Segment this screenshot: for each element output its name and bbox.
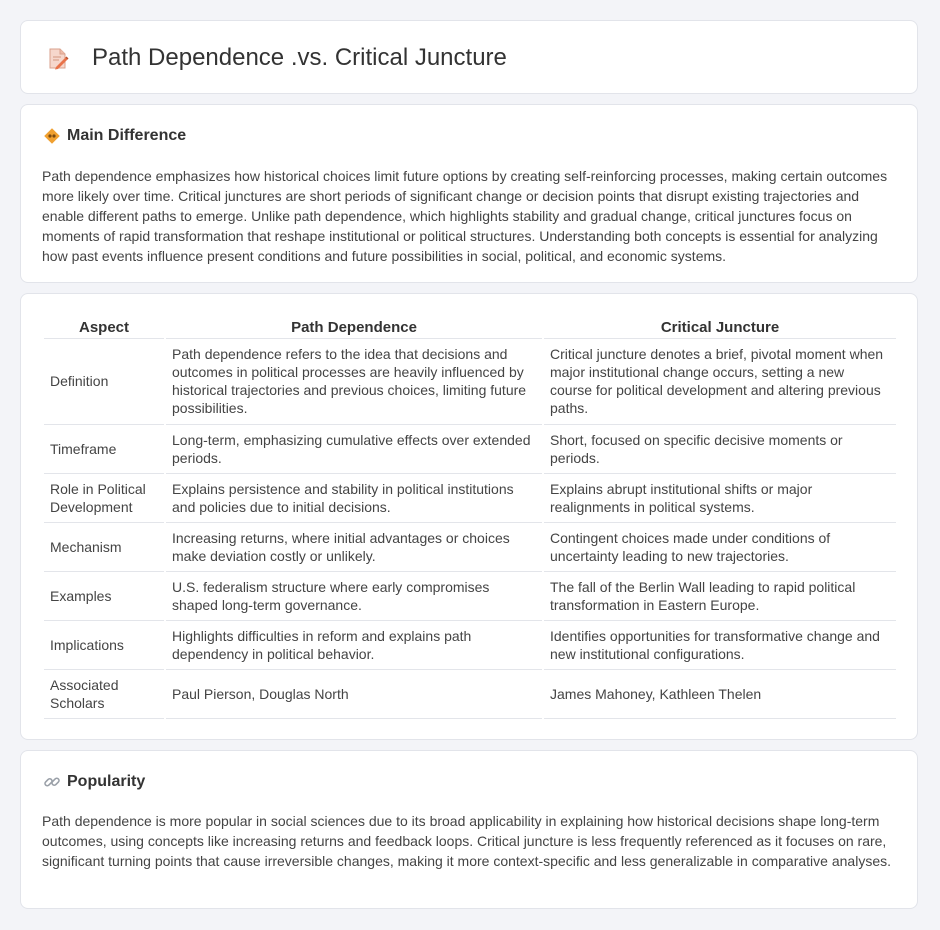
table-row: [44, 339, 896, 425]
aspect-cell: Mechanism: [44, 523, 164, 572]
header-path-dependence: Path Dependence: [166, 317, 542, 339]
main-difference-card: [20, 104, 918, 283]
comparison-table: [42, 317, 898, 719]
path-dependence-cell: Path dependence refers to the idea that decisions and outcomes in political processes are heavily influenced by historical trajectories and previous choices, limiting future possibilities.: [166, 339, 542, 425]
header-critical-juncture: Critical Juncture: [544, 317, 896, 339]
comparison-table-card: [20, 293, 918, 740]
path-dependence-cell: Highlights difficulties in reform and explains path dependency in political behavior.: [166, 621, 542, 670]
path-dependence-cell: U.S. federalism structure where early compromises shaped long-term governance.: [166, 572, 542, 621]
table-header-row: [44, 317, 896, 339]
aspect-cell: Implications: [44, 621, 164, 670]
table-row: [44, 670, 896, 719]
critical-juncture-cell: James Mahoney, Kathleen Thelen: [544, 670, 896, 719]
aspect-cell: Definition: [44, 339, 164, 425]
critical-juncture-cell: Critical juncture denotes a brief, pivotal moment when major institutional change occurs, setting a new course for political development and altering previous paths.: [544, 339, 896, 425]
header-card: [20, 20, 918, 94]
aspect-cell: Role in Political Development: [44, 474, 164, 523]
critical-juncture-cell: Short, focused on specific decisive moments or periods.: [544, 425, 896, 474]
link-icon: [43, 773, 61, 791]
popularity-heading-row: [43, 771, 145, 793]
header-aspect: Aspect: [44, 317, 164, 339]
aspect-cell: Associated Scholars: [44, 670, 164, 719]
aspect-cell: Timeframe: [44, 425, 164, 474]
main-difference-text: Path dependence emphasizes how historical choices limit future options by creating self-reinforcing processes, making certain outcomes more likely over time. Critical junctures are short periods of significant change or decision points that disrupt existing trajectories and enable different paths to emerge. Unlike path dependence, which highlights stability and gradual change, critical junctures focus on moments of rapid transformation that reshape institutional or political structures. Understanding both concepts is essential for analyzing how past events influence present conditions and future possibilities in social, political, and economic systems.: [42, 168, 888, 264]
path-dependence-cell: Paul Pierson, Douglas North: [166, 670, 542, 719]
table-row: [44, 523, 896, 572]
table-row: [44, 474, 896, 523]
critical-juncture-cell: Contingent choices made under conditions of uncertainty leading to new trajectories.: [544, 523, 896, 572]
page-title: Path Dependence .vs. Critical Juncture: [92, 44, 507, 71]
table-row: [44, 425, 896, 474]
popularity-heading: Popularity: [67, 773, 146, 790]
table-row: [44, 621, 896, 670]
critical-juncture-cell: Explains abrupt institutional shifts or major realignments in political systems.: [544, 474, 896, 523]
main-difference-heading-row: [43, 125, 186, 147]
popularity-card: [20, 750, 918, 909]
aspect-cell: Examples: [44, 572, 164, 621]
document-pencil-icon: [47, 48, 69, 70]
path-dependence-cell: Explains persistence and stability in political institutions and policies due to initial decisions.: [166, 474, 542, 523]
diamond-sign-icon: [43, 127, 61, 145]
critical-juncture-cell: The fall of the Berlin Wall leading to rapid political transformation in Eastern Europe.: [544, 572, 896, 621]
table-row: [44, 572, 896, 621]
main-difference-heading: Main Difference: [67, 127, 187, 144]
path-dependence-cell: Increasing returns, where initial advantages or choices make deviation costly or unlikely.: [166, 523, 542, 572]
critical-juncture-cell: Identifies opportunities for transformative change and new institutional configurations.: [544, 621, 896, 670]
path-dependence-cell: Long-term, emphasizing cumulative effects over extended periods.: [166, 425, 542, 474]
popularity-text: Path dependence is more popular in social sciences due to its broad applicability in explaining how historical decisions shape long-term outcomes, using concepts like increasing returns and feedback loops. Critical juncture is less frequently referenced as it focuses on rare, significant turning points that cause irreversible changes, making it more context-specific and less generalizable in comparative analyses.: [42, 813, 891, 869]
